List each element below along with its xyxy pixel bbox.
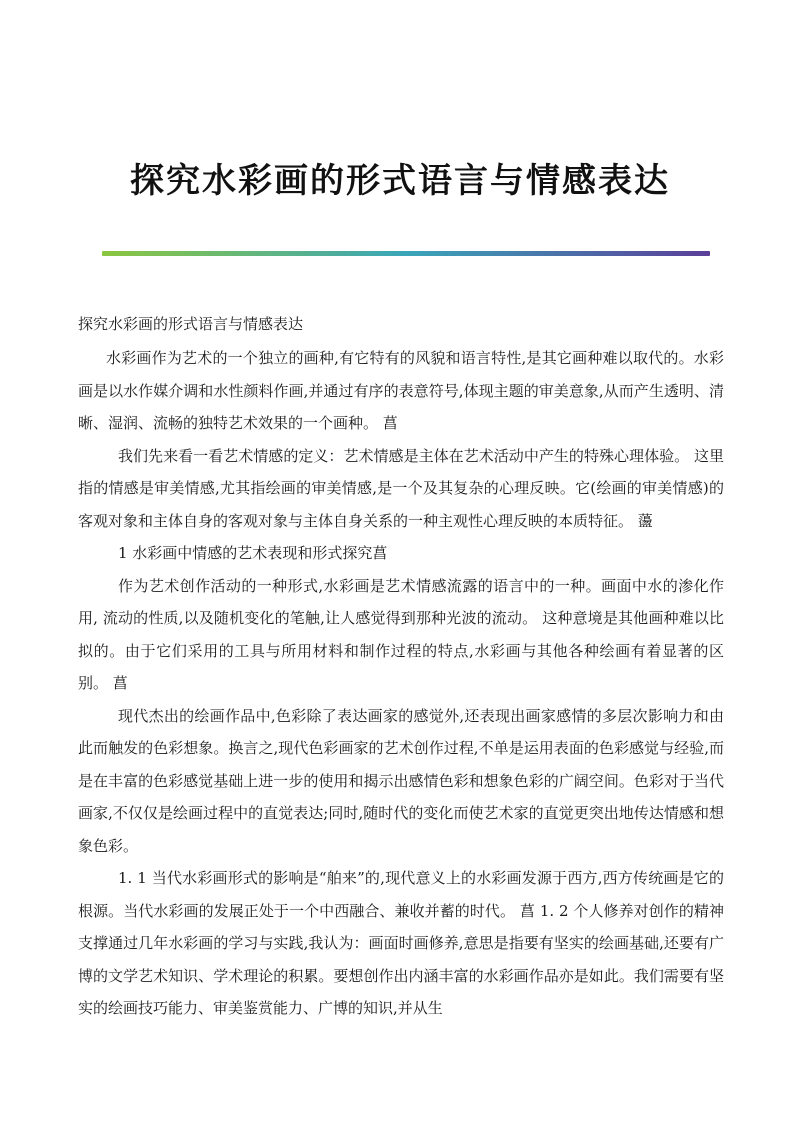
paragraph-emotion-definition: 我们先来看一看艺术情感的定义：艺术情感是主体在艺术活动中产生的特殊心理体验。 这里指的情感是审美情感,尤其指绘画的审美情感,是一个及其复杂的心理反映。它(绘画的审美情感)的客观对象和主体自身的客观对象与主体自身关系的一种主观性心理反映的本质特征。 蘯 (78, 446, 724, 530)
section-heading-1: 1 水彩画中情感的艺术表现和形式探究菖 (118, 544, 388, 562)
title-divider (102, 251, 710, 256)
paragraph-subsections: 1. 1 当代水彩画形式的影响是“舶来”的,现代意义上的水彩画发源于西方,西方传统画是它的根源。当代水彩画的发展正处于一个中西融合、兼收并蓄的时代。 菖 1. 2 个人修养对创作的精神支撑通过几年水彩画的学习与实践,我认为：画面时画修养,意思是指要有坚实的绘画基础,还要有广博的文学艺术知识、学术理论的积累。要想创作出内涵丰富的水彩画作品亦是如此。我们需要有坚实的绘画技巧能力、审美鉴赏能力、广博的知识,并从生 (78, 869, 724, 1017)
document-body (78, 312, 724, 1025)
paragraph-expression-form: 作为艺术创作活动的一种形式,水彩画是艺术情感流露的语言中的一种。画面中水的渗化作用, 流动的性质,以及随机变化的笔触,让人感觉得到那种光波的流动。 这种意境是其他画种难以比拟的。由于它们采用的工具与所用材料和制作过程的特点,水彩画与其他各种绘画有着显著的区别。 菖 (78, 576, 724, 692)
document-subtitle: 探究水彩画的形式语言与情感表达 (78, 315, 304, 333)
paragraph-modern-color: 现代杰出的绘画作品中,色彩除了表达画家的感觉外,还表现出画家感情的多层次影响力和由此而触发的色彩想象。换言之,现代色彩画家的艺术创作过程,不单是运用表面的色彩感觉与经验,而是在丰富的色彩感觉基础上进一步的使用和揭示出感情色彩和想象色彩的广阔空间。色彩对于当代画家,不仅仅是绘画过程中的直觉表达;同时,随时代的变化而使艺术家的直觉更突出地传达情感和想象色彩。 (78, 706, 724, 855)
page-title: 探究水彩画的形式语言与情感表达 (130, 161, 670, 201)
paragraph-intro: 水彩画作为艺术的一个独立的画种,有它特有的风貌和语言特性,是其它画种难以取代的。水彩画是以水作媒介调和水性颜料作画,并通过有序的表意符号,体现主题的审美意象,从而产生透明、清晰、湿润、流畅的独特艺术效果的一个画种。 菖 (78, 349, 724, 432)
